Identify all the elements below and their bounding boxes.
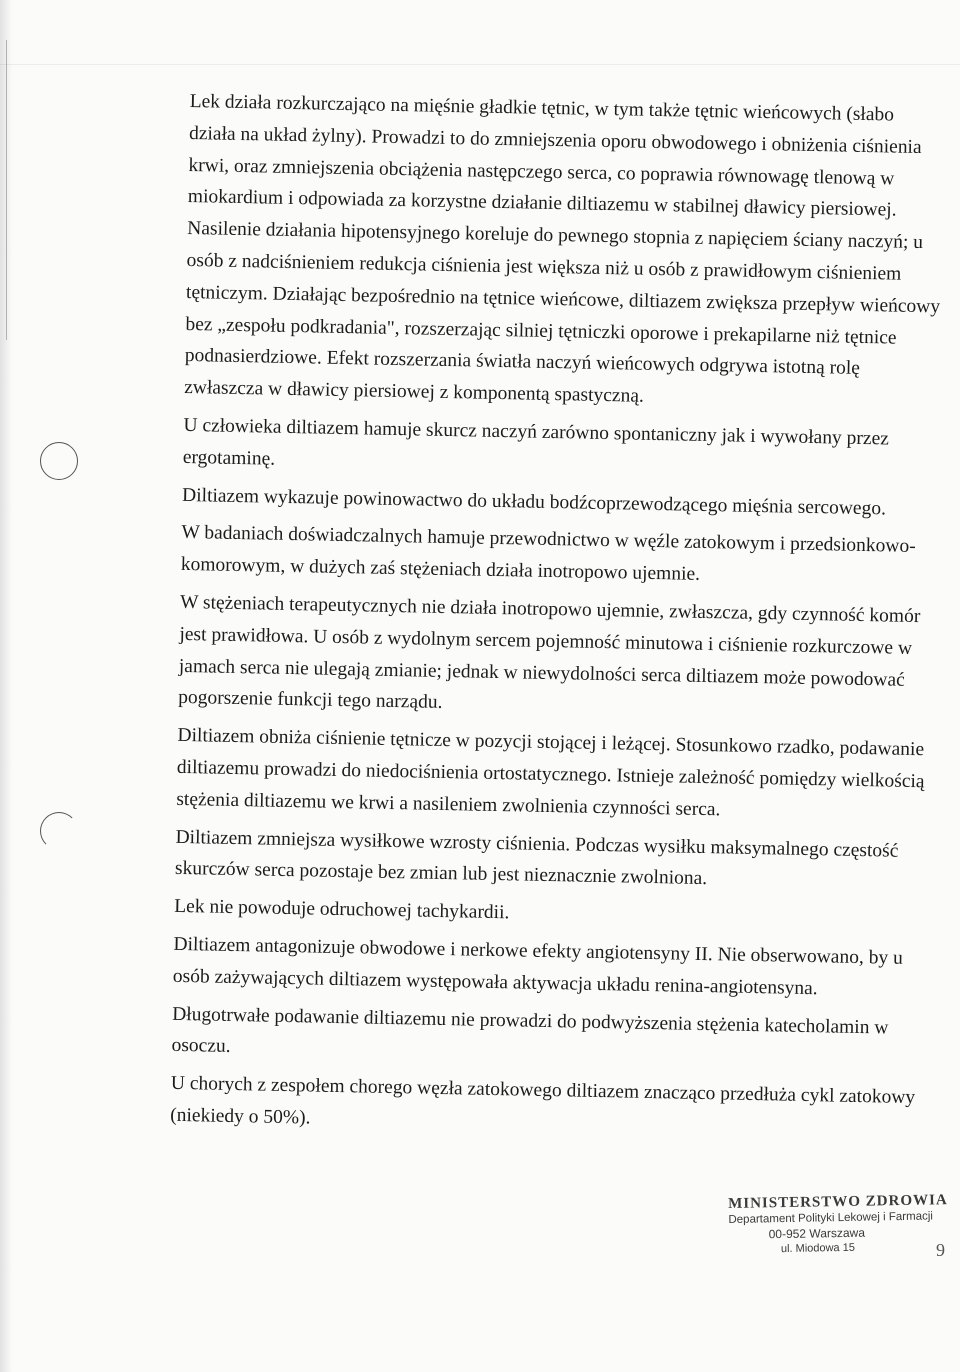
paragraph: Lek działa rozkurczająco na mięśnie gładkie tętnic, w tym także tętnic wieńcowych (słabo działa na układ żylny). Prowadzi to do zmniejszenia oporu obwodowego i obniżenia ciśnienia krwi, oraz zmniejszenia obciążenia następczego serca, co poprawia równowagę tlenową w miokardium i odpowiada za korzystne działanie diltiazemu w stabilnej dławicy piersiowej. Nasilenie działania hipotensyjnego koreluje do pewnego stopnia z napięciem ściany naczyń; u osób z nadciśnieniem redukcja ciśnienia jest większa niż u osób z prawidłowym ciśnieniem tętniczym. Działając bezpośrednio na tętnice wieńcowe, diltiazem zwiększa przepływ wieńcowy bez „zespołu podkradania", rozszerzając silniej tętniczki oporowe i prekapilarne niż tętnice podnasierdziowe. Efekt rozszerzania światła naczyń wieńcowych odgrywa istotną rolę zwłaszcza w dławicy piersiowej z komponentą spastyczną. bbox=[184, 90, 941, 407]
stamp-department: Departament Polityki Lekowej i Farmacji bbox=[728, 1210, 934, 1226]
paragraph: Długotrwałe podawanie diltiazemu nie prowadzi do podwyższenia stężenia katecholamin w osoczu. bbox=[171, 1003, 889, 1058]
ministry-stamp bbox=[728, 1192, 959, 1258]
stamp-postcode: 00-952 Warszawa bbox=[768, 1225, 866, 1242]
scan-edge-shadow bbox=[0, 0, 14, 1372]
paragraph: U chorych z zespołem chorego węzła zatokowego diltiazem znacząco przedłuża cykl zatokowy (niekiedy o 50%). bbox=[170, 1072, 916, 1129]
body-text bbox=[170, 86, 945, 1152]
punch-hole-icon bbox=[40, 442, 78, 480]
paragraph: Diltiazem wykazuje powinowactwo do układu bodźcoprzewodzącego mięśnia sercowego. bbox=[181, 484, 887, 519]
scan-edge-line bbox=[6, 40, 7, 340]
scan-top-rule bbox=[0, 64, 960, 65]
paragraph: Diltiazem obniża ciśnienie tętnicze w pozycji stojącej i leżącej. Stosunkowo rzadko, podawanie diltiazemu prowadzi do niedociśnienia ortostatycznego. Istnieje zależność pomiędzy wielkością stężenia diltiazemu we krwi a nasileniem zwolnienia czynności serca. bbox=[176, 725, 925, 821]
paragraph: W badaniach doświadczalnych hamuje przewodnictwo w węźle zatokowym i przedsionkowo-komorowym, w dużych zaś stężeniach działa inotropowo ujemnie. bbox=[180, 522, 916, 586]
page-number: 9 bbox=[936, 1240, 945, 1260]
paragraph: W stężeniach terapeutycznych nie działa inotropowo ujemnie, zwłaszcza, gdy czynność komór jest prawidłowa. U osób z wydolnym sercem pojemność minutowa i ciśnienie rozkurczowe w jamach serca nie ulegają zmianie; jednak w niewydolności serca diltiazem może powodować pogorszenie funkcji tego narządu. bbox=[178, 591, 921, 714]
punch-hole-icon bbox=[40, 812, 78, 850]
paragraph: Diltiazem antagonizuje obwodowe i nerkowe efekty angiotensyny II. Nie obserwowano, by u osób zażywających diltiazem występowała aktywacja układu renina-angiotensyna. bbox=[172, 933, 904, 999]
paragraph: U człowieka diltiazem hamuje skurcz naczyń zarówno spontaniczny jak i wywołany przez ergotaminę. bbox=[182, 414, 890, 470]
paragraph: Lek nie powoduje odruchowej tachykardii. bbox=[174, 895, 510, 924]
stamp-street: ul. Miodowa 15 bbox=[780, 1241, 856, 1256]
stamp-title: MINISTERSTWO ZDROWIA bbox=[728, 1192, 948, 1212]
paragraph: Diltiazem zmniejsza wysiłkowe wzrosty ciśnienia. Podczas wysiłku maksymalnego częstość skurczów serca pozostaje bez zmian lub jest nieznacznie zwolniona. bbox=[174, 826, 899, 890]
